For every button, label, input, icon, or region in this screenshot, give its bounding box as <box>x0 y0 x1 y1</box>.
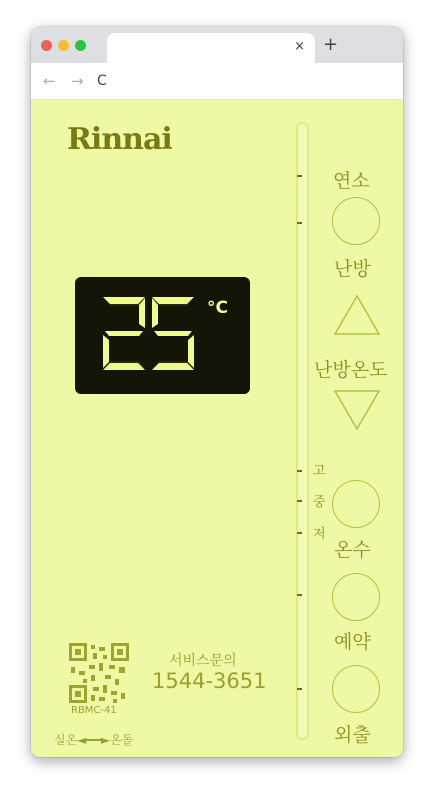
hot-water-label: 온수 <box>334 539 371 561</box>
rail-tick <box>297 470 302 472</box>
temperature-display <box>75 277 250 394</box>
hot-water-button[interactable] <box>332 480 380 528</box>
nav-bar <box>31 63 403 100</box>
reservation-button[interactable] <box>332 573 380 621</box>
celsius-unit: °C <box>207 298 228 318</box>
control-rail <box>296 122 309 740</box>
reservation-label: 예약 <box>334 631 371 653</box>
tab-close-icon[interactable]: × <box>294 39 305 54</box>
floor-mode-switch[interactable]: 실온◄━━►온돌 <box>54 733 134 747</box>
service-label: 서비스문의 <box>169 653 237 669</box>
digit-5 <box>152 297 194 370</box>
model-label: RBMC-41 <box>71 705 117 716</box>
back-arrow-icon[interactable]: ← <box>43 72 56 90</box>
rail-tick <box>297 594 302 596</box>
rail-tick <box>297 500 302 502</box>
temp-down-button[interactable] <box>332 388 382 432</box>
level-high-label: 고 <box>313 464 326 479</box>
away-button[interactable] <box>332 665 380 713</box>
rail-tick <box>297 688 302 690</box>
level-mid-label: 중 <box>313 495 326 510</box>
rail-tick <box>297 222 302 224</box>
rail-tick <box>297 532 302 534</box>
close-window-button[interactable] <box>41 40 52 51</box>
level-low-label: 저 <box>313 527 326 542</box>
minimize-window-button[interactable] <box>58 40 69 51</box>
heating-temp-label: 난방온도 <box>314 359 388 381</box>
heating-label: 난방 <box>334 258 371 280</box>
tab-strip <box>31 27 403 63</box>
service-phone: 1544-3651 <box>152 669 267 693</box>
qr-code <box>69 643 129 703</box>
brand-logo: Rinnai <box>67 122 172 157</box>
combustion-label: 연소 <box>333 170 370 192</box>
rail-tick <box>297 175 302 177</box>
active-tab[interactable] <box>107 33 315 63</box>
away-label: 외출 <box>334 724 371 746</box>
digit-2 <box>103 297 145 370</box>
combustion-button[interactable] <box>332 197 380 245</box>
forward-arrow-icon[interactable]: → <box>71 72 84 90</box>
boiler-control-panel <box>31 100 403 757</box>
seven-segment-readout <box>75 277 250 394</box>
new-tab-button[interactable]: + <box>323 34 339 55</box>
reload-icon[interactable]: C <box>97 73 107 89</box>
browser-window <box>31 27 403 757</box>
maximize-window-button[interactable] <box>75 40 86 51</box>
temp-up-button[interactable] <box>332 293 382 337</box>
